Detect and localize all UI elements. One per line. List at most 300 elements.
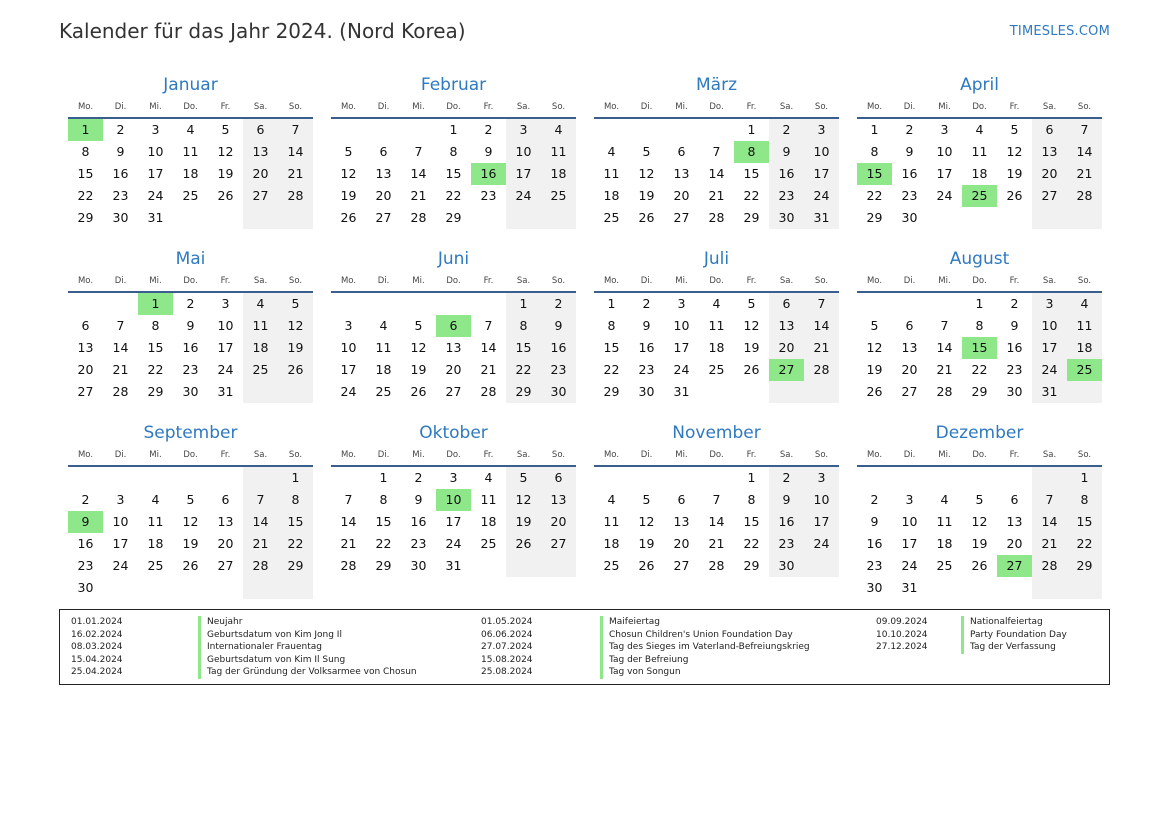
weekday-header: Mo.	[68, 271, 103, 293]
holiday-date: 15.04.2024	[71, 654, 123, 665]
weekday-header: Sa.	[243, 445, 278, 467]
day-cell: 8	[747, 492, 756, 507]
brand-link[interactable]: TIMESLES.COM	[1009, 24, 1110, 39]
day-cell: 1	[747, 122, 756, 137]
month-april	[857, 73, 1102, 247]
weekday-header: Do.	[962, 445, 997, 467]
day-cell: 4	[243, 293, 278, 315]
day-cell: 17	[936, 166, 953, 181]
day-cell: 19	[866, 362, 883, 377]
day-cell: 5	[642, 492, 651, 507]
day-cell: 10	[804, 489, 839, 511]
day-cell: 18	[243, 337, 278, 359]
day-cell: 14	[708, 166, 725, 181]
day-cell: 20	[1006, 536, 1023, 551]
month-days-grid	[594, 445, 839, 577]
day-cell: 25	[243, 359, 278, 381]
weekday-header: Mo.	[68, 97, 103, 119]
month-name: Februar	[420, 75, 487, 95]
day-cell: 21	[936, 362, 953, 377]
empty-day-cell	[401, 293, 436, 315]
day-cell: 16	[77, 536, 94, 551]
day-cell: 3	[449, 470, 458, 485]
day-cell: 3	[677, 296, 686, 311]
day-cell: 17	[445, 514, 462, 529]
empty-day-cell	[664, 119, 699, 141]
day-cell: 14	[1067, 141, 1102, 163]
weekday-header: Mi.	[927, 445, 962, 467]
day-cell: 8	[870, 144, 879, 159]
month-november	[594, 421, 839, 595]
holiday-day-cell: 27	[769, 359, 804, 381]
day-cell: 13	[77, 340, 94, 355]
day-cell: 22	[445, 188, 462, 203]
day-cell: 20	[217, 536, 234, 551]
empty-day-cell	[68, 293, 103, 315]
day-cell: 22	[506, 359, 541, 381]
weekday-header: So.	[278, 445, 313, 467]
day-cell: 8	[1067, 489, 1102, 511]
day-cell: 5	[975, 492, 984, 507]
weekday-header: Sa.	[506, 445, 541, 467]
day-cell: 21	[410, 188, 427, 203]
weekday-header: Fr.	[208, 271, 243, 293]
day-cell: 18	[603, 536, 620, 551]
empty-day-cell	[138, 467, 173, 489]
empty-day-cell	[541, 555, 576, 577]
weekday-header: Fr.	[997, 445, 1032, 467]
day-cell: 23	[480, 188, 497, 203]
day-cell: 18	[480, 514, 497, 529]
day-cell: 14	[480, 340, 497, 355]
empty-day-cell	[278, 207, 313, 229]
day-cell: 8	[151, 318, 160, 333]
day-cell: 15	[147, 340, 164, 355]
day-cell: 15	[603, 340, 620, 355]
day-cell: 5	[278, 293, 313, 315]
day-cell: 6	[1032, 119, 1067, 141]
empty-day-cell	[506, 555, 541, 577]
day-cell: 1	[449, 122, 458, 137]
day-cell: 24	[217, 362, 234, 377]
day-cell: 20	[541, 511, 576, 533]
day-cell: 2	[905, 122, 914, 137]
day-cell: 12	[278, 315, 313, 337]
month-name: Oktober	[419, 423, 488, 443]
holiday-day-cell: 8	[734, 141, 769, 163]
holiday-name: Geburtsdatum von Kim Il Sung	[198, 654, 345, 667]
day-cell: 7	[804, 293, 839, 315]
day-cell: 7	[278, 119, 313, 141]
day-cell: 31	[147, 210, 164, 225]
day-cell: 1	[278, 467, 313, 489]
empty-day-cell	[103, 293, 138, 315]
day-cell: 20	[1032, 163, 1067, 185]
weekday-header: Do.	[699, 445, 734, 467]
weekday-header: Sa.	[769, 445, 804, 467]
day-cell: 28	[278, 185, 313, 207]
day-cell: 29	[445, 210, 462, 225]
holiday-day-cell: 10	[436, 489, 471, 511]
day-cell: 19	[971, 536, 988, 551]
day-cell: 30	[1006, 384, 1023, 399]
empty-day-cell	[471, 293, 506, 315]
day-cell: 26	[340, 210, 357, 225]
holiday-date: 15.08.2024	[481, 654, 533, 665]
day-cell: 2	[870, 492, 879, 507]
empty-day-cell	[962, 207, 997, 229]
day-cell: 27	[77, 384, 94, 399]
holiday-day-cell: 27	[997, 555, 1032, 577]
day-cell: 21	[1032, 533, 1067, 555]
day-cell: 2	[414, 470, 423, 485]
day-cell: 3	[804, 119, 839, 141]
day-cell: 13	[1006, 514, 1023, 529]
day-cell: 1	[975, 296, 984, 311]
empty-day-cell	[1032, 577, 1067, 599]
day-cell: 10	[147, 144, 164, 159]
day-cell: 11	[375, 340, 392, 355]
month-name: Juni	[437, 249, 470, 269]
day-cell: 23	[410, 536, 427, 551]
day-cell: 13	[541, 489, 576, 511]
holiday-date: 01.01.2024	[71, 617, 123, 627]
day-cell: 21	[340, 536, 357, 551]
holiday-name: Party Foundation Day	[961, 629, 1067, 642]
day-cell: 5	[506, 467, 541, 489]
day-cell: 23	[866, 558, 883, 573]
day-cell: 22	[1067, 533, 1102, 555]
empty-day-cell	[471, 207, 506, 229]
day-cell: 29	[743, 558, 760, 573]
empty-day-cell	[1067, 207, 1102, 229]
weekday-header: Sa.	[506, 271, 541, 293]
holiday-day-cell: 1	[68, 119, 103, 141]
day-cell: 28	[480, 384, 497, 399]
month-days-grid	[857, 271, 1102, 403]
holiday-name: Tag der Verfassung	[961, 641, 1056, 654]
holiday-day-cell: 25	[962, 185, 997, 207]
weekday-header: So.	[541, 97, 576, 119]
day-cell: 23	[1006, 362, 1023, 377]
day-cell: 14	[340, 514, 357, 529]
day-cell: 2	[642, 296, 651, 311]
day-cell: 29	[866, 210, 883, 225]
day-cell: 24	[147, 188, 164, 203]
month-dezember	[857, 421, 1102, 595]
day-cell: 9	[642, 318, 651, 333]
month-name: August	[949, 249, 1010, 269]
day-cell: 10	[112, 514, 129, 529]
weekday-header: Mi.	[664, 97, 699, 119]
day-cell: 12	[340, 166, 357, 181]
day-cell: 8	[975, 318, 984, 333]
weekday-header: Sa.	[243, 271, 278, 293]
empty-day-cell	[804, 381, 839, 403]
day-cell: 19	[278, 337, 313, 359]
day-cell: 30	[182, 384, 199, 399]
day-cell: 1	[506, 293, 541, 315]
day-cell: 22	[743, 188, 760, 203]
day-cell: 9	[186, 318, 195, 333]
day-cell: 17	[901, 536, 918, 551]
day-cell: 28	[410, 210, 427, 225]
empty-day-cell	[734, 381, 769, 403]
day-cell: 1	[870, 122, 879, 137]
day-cell: 30	[769, 207, 804, 229]
day-cell: 27	[673, 210, 690, 225]
holiday-date: 06.06.2024	[481, 629, 533, 640]
day-cell: 22	[278, 533, 313, 555]
day-cell: 10	[936, 144, 953, 159]
day-cell: 14	[1032, 511, 1067, 533]
day-cell: 18	[182, 166, 199, 181]
day-cell: 19	[506, 511, 541, 533]
day-cell: 21	[1067, 163, 1102, 185]
day-cell: 2	[186, 296, 195, 311]
day-cell: 31	[673, 384, 690, 399]
day-cell: 4	[607, 144, 616, 159]
weekday-header: Mo.	[331, 97, 366, 119]
day-cell: 24	[445, 536, 462, 551]
empty-day-cell	[138, 577, 173, 599]
empty-day-cell	[436, 293, 471, 315]
empty-day-cell	[997, 577, 1032, 599]
day-cell: 6	[905, 318, 914, 333]
day-cell: 30	[541, 381, 576, 403]
day-cell: 22	[603, 362, 620, 377]
holiday-date: 08.03.2024	[71, 642, 123, 652]
holiday-name: Tag von Songun	[600, 666, 681, 679]
day-cell: 4	[975, 122, 984, 137]
day-cell: 13	[217, 514, 234, 529]
day-cell: 17	[673, 340, 690, 355]
month-days-grid	[594, 97, 839, 229]
day-cell: 25	[541, 185, 576, 207]
day-cell: 5	[1010, 122, 1019, 137]
day-cell: 24	[804, 533, 839, 555]
day-cell: 14	[410, 166, 427, 181]
weekday-header: Fr.	[734, 97, 769, 119]
empty-day-cell	[331, 119, 366, 141]
day-cell: 28	[708, 210, 725, 225]
day-cell: 12	[410, 340, 427, 355]
day-cell: 22	[375, 536, 392, 551]
empty-day-cell	[173, 577, 208, 599]
month-juli	[594, 247, 839, 421]
day-cell: 5	[186, 492, 195, 507]
day-cell: 20	[769, 337, 804, 359]
weekday-header: Do.	[436, 271, 471, 293]
weekday-header: Fr.	[997, 271, 1032, 293]
day-cell: 24	[936, 188, 953, 203]
weekday-header: Do.	[962, 271, 997, 293]
day-cell: 13	[901, 340, 918, 355]
day-cell: 13	[673, 166, 690, 181]
empty-day-cell	[401, 119, 436, 141]
empty-day-cell	[857, 293, 892, 315]
day-cell: 22	[971, 362, 988, 377]
day-cell: 26	[743, 362, 760, 377]
day-cell: 19	[410, 362, 427, 377]
day-cell: 17	[147, 166, 164, 181]
day-cell: 10	[506, 141, 541, 163]
day-cell: 11	[182, 144, 199, 159]
holiday-day-cell: 1	[138, 293, 173, 315]
weekday-header: Sa.	[243, 97, 278, 119]
holiday-date: 10.10.2024	[876, 629, 928, 640]
weekday-header: Mo.	[331, 445, 366, 467]
day-cell: 6	[677, 492, 686, 507]
day-cell: 30	[866, 580, 883, 595]
weekday-header: Sa.	[769, 97, 804, 119]
empty-day-cell	[173, 467, 208, 489]
day-cell: 3	[221, 296, 230, 311]
month-oktober	[331, 421, 576, 595]
day-cell: 20	[901, 362, 918, 377]
day-cell: 18	[708, 340, 725, 355]
day-cell: 31	[445, 558, 462, 573]
day-cell: 11	[708, 318, 725, 333]
day-cell: 13	[673, 514, 690, 529]
weekday-header: Mi.	[138, 445, 173, 467]
day-cell: 2	[116, 122, 125, 137]
day-cell: 18	[971, 166, 988, 181]
weekday-header: Di.	[892, 97, 927, 119]
day-cell: 20	[77, 362, 94, 377]
day-cell: 9	[484, 144, 493, 159]
day-cell: 20	[673, 188, 690, 203]
weekday-header: So.	[1067, 97, 1102, 119]
weekday-header: Do.	[436, 97, 471, 119]
holiday-date: 16.02.2024	[71, 629, 123, 640]
day-cell: 7	[1067, 119, 1102, 141]
weekday-header: So.	[278, 271, 313, 293]
day-cell: 5	[221, 122, 230, 137]
day-cell: 31	[1032, 381, 1067, 403]
holiday-name: Maifeiertag	[600, 616, 660, 629]
day-cell: 23	[769, 185, 804, 207]
holiday-day-cell: 15	[857, 163, 892, 185]
day-cell: 15	[278, 511, 313, 533]
day-cell: 3	[1032, 293, 1067, 315]
day-cell: 28	[112, 384, 129, 399]
day-cell: 29	[506, 381, 541, 403]
day-cell: 17	[340, 362, 357, 377]
empty-day-cell	[208, 467, 243, 489]
day-cell: 5	[344, 144, 353, 159]
weekday-header: Di.	[103, 271, 138, 293]
day-cell: 7	[484, 318, 493, 333]
weekday-header: Do.	[436, 445, 471, 467]
day-cell: 16	[182, 340, 199, 355]
day-cell: 21	[804, 337, 839, 359]
day-cell: 28	[340, 558, 357, 573]
empty-day-cell	[769, 381, 804, 403]
day-cell: 5	[642, 144, 651, 159]
weekday-header: Fr.	[471, 445, 506, 467]
weekday-header: Sa.	[1032, 97, 1067, 119]
day-cell: 8	[278, 489, 313, 511]
weekday-header: Mi.	[401, 445, 436, 467]
day-cell: 29	[1067, 555, 1102, 577]
weekday-header: So.	[804, 97, 839, 119]
day-cell: 21	[112, 362, 129, 377]
empty-day-cell	[103, 577, 138, 599]
weekday-header: Sa.	[1032, 271, 1067, 293]
day-cell: 6	[541, 467, 576, 489]
day-cell: 21	[278, 163, 313, 185]
holiday-date: 27.12.2024	[876, 642, 928, 652]
day-cell: 20	[243, 163, 278, 185]
month-name: Dezember	[935, 423, 1024, 443]
day-cell: 15	[743, 514, 760, 529]
day-cell: 7	[344, 492, 353, 507]
day-cell: 3	[940, 122, 949, 137]
empty-day-cell	[541, 207, 576, 229]
day-cell: 17	[804, 511, 839, 533]
day-cell: 14	[936, 340, 953, 355]
day-cell: 2	[769, 467, 804, 489]
day-cell: 3	[905, 492, 914, 507]
empty-day-cell	[243, 381, 278, 403]
day-cell: 5	[747, 296, 756, 311]
day-cell: 6	[81, 318, 90, 333]
weekday-header: Mi.	[927, 271, 962, 293]
weekday-header: Di.	[366, 445, 401, 467]
day-cell: 29	[147, 384, 164, 399]
day-cell: 22	[866, 188, 883, 203]
day-cell: 26	[638, 210, 655, 225]
day-cell: 26	[182, 558, 199, 573]
weekday-header: Sa.	[1032, 445, 1067, 467]
day-cell: 4	[607, 492, 616, 507]
day-cell: 8	[607, 318, 616, 333]
day-cell: 2	[81, 492, 90, 507]
empty-day-cell	[997, 207, 1032, 229]
day-cell: 11	[541, 141, 576, 163]
day-cell: 29	[77, 210, 94, 225]
day-cell: 12	[971, 514, 988, 529]
weekday-header: Di.	[629, 445, 664, 467]
day-cell: 12	[743, 318, 760, 333]
day-cell: 16	[541, 337, 576, 359]
empty-day-cell	[1067, 577, 1102, 599]
month-name: April	[960, 75, 999, 95]
month-september	[68, 421, 313, 595]
weekday-header: Mi.	[401, 97, 436, 119]
day-cell: 6	[243, 119, 278, 141]
holiday-name: Chosun Children's Union Foundation Day	[600, 629, 793, 642]
day-cell: 29	[375, 558, 392, 573]
weekday-header: Fr.	[208, 97, 243, 119]
empty-day-cell	[103, 467, 138, 489]
month-days-grid	[68, 445, 313, 599]
day-cell: 16	[769, 511, 804, 533]
day-cell: 22	[77, 188, 94, 203]
month-name: Januar	[163, 75, 218, 95]
holiday-day-cell: 6	[436, 315, 471, 337]
day-cell: 25	[936, 558, 953, 573]
month-februar	[331, 73, 576, 247]
month-days-grid	[857, 445, 1102, 599]
day-cell: 30	[410, 558, 427, 573]
empty-day-cell	[962, 467, 997, 489]
day-cell: 20	[375, 188, 392, 203]
day-cell: 12	[182, 514, 199, 529]
weekday-header: Fr.	[471, 97, 506, 119]
day-cell: 26	[278, 359, 313, 381]
